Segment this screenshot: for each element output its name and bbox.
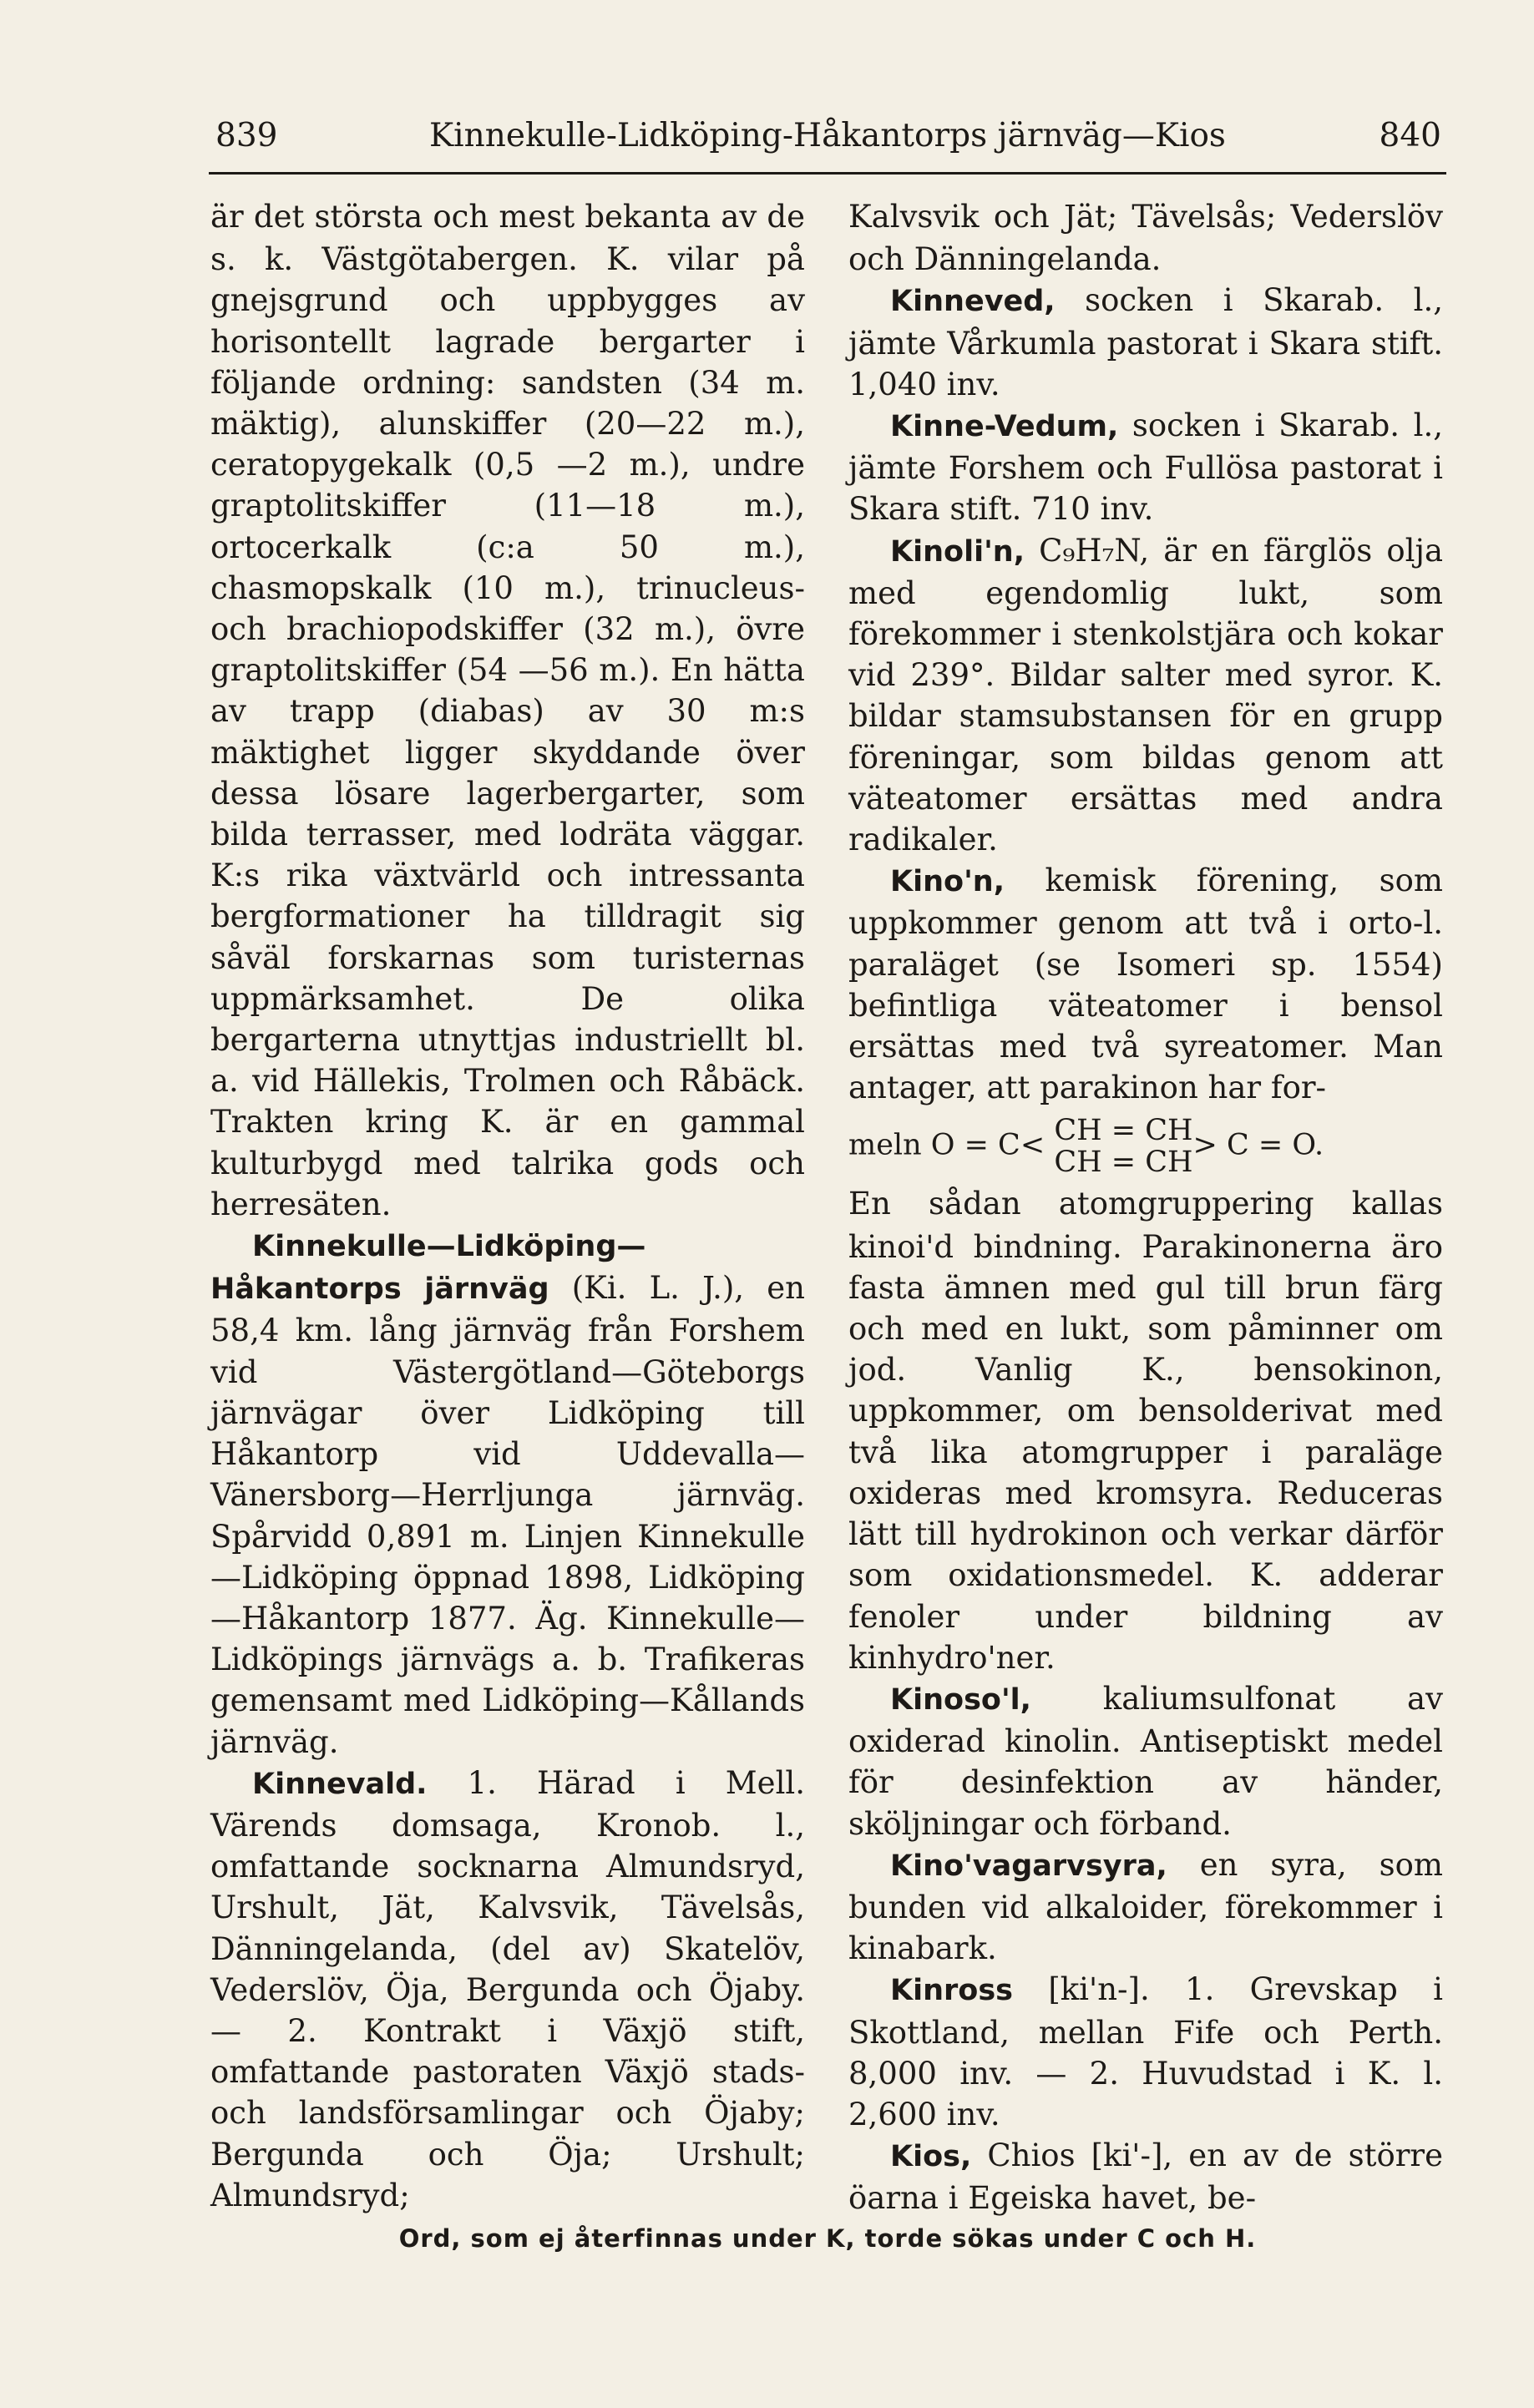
entry [848,1183,1443,1677]
headword: Kinross [890,1974,1014,2008]
entry-text: en syra, som bunden vid alkaloider, förekommer i kinabark. [848,1846,1443,1967]
entry [210,1763,805,2216]
entry-text: kaliumsulfonat av oxiderad kinolin. Antiseptiskt medel för desinfektion av händer, sköljningar och förband. [848,1680,1443,1842]
entry-text: kemisk förening, som uppkommer genom att två i orto-l. paraläget (se Isomeri sp. 1554) befintliga väteatomer i bensol ersättas med två syreatomer. Man antager, att parakinon har for- [848,863,1443,1106]
bond-icon: > [1192,1128,1218,1162]
formula-ring-bottom: CH = CH [1054,1146,1193,1180]
entry-text: (Ki. L. J.), en 58,4 km. lång järnväg från Forshem vid Västergötland—Göteborgs järnvägar över Lidköping till Håkantorp vid Uddevalla—Vänersborg—Herrljunga järnväg. Spårvidd 0,891 m. Linjen Kinnekulle—Lidköping öppnad 1898, Lidköping—Håkantorp 1877. Äg. Kinnekulle—Lidköpings järnvägs a. b. Trafikeras gemensamt med Lidköping—Kållands järnväg. [210,1270,805,1760]
entry [848,1844,1443,1970]
entry-text: är det största och mest bekanta av de s. k. Västgötabergen. K. vilar på gnejsgrund och uppbygges av horisontellt lagrade bergarter i följande ordning: sandsten (34 m. mäktig), alunskiffer (20—22 m.), ceratopygekalk (0,5 —2 m.), undre graptolitskiffer (11—18 m.), ortocerkalk (c:a 50 m.), chasmopskalk (10 m.), trinucleus- och brachiopodskiffer (32 m.), övre graptolitskiffer (54 —56 m.). En hätta av trapp (diabas) av 30 m:s mäktighet ligger skyddande över dessa lösare lagerbergarter, som bilda terrasser, med lodräta väggar. K:s rika växtvärld och intressanta bergformationer ha tilldragit sig såväl forskarnas som turisternas uppmärksamhet. De olika bergarterna utnyttjas industriellt bl. a. vid Hällekis, Trolmen och Råbäck. Trakten kring K. är en gammal kulturbygd med talrika gods och herresäten. [210,199,805,1222]
formula-left: O = C [930,1128,1020,1162]
page-number-right: 840 [1379,117,1441,154]
entry-text: socken i Skarab. l., jämte Forshem och Fullösa pastorat i Skara stift. 710 inv. [848,407,1443,528]
headword: Kinne-Vedum, [890,410,1119,444]
entry [848,280,1443,405]
headword: Kino'n, [890,865,1005,899]
entry [848,405,1443,530]
entry-text: Kalvsvik och Jät; Tävelsås; Vederslöv och Dänningelanda. [848,199,1443,278]
header-rule [209,172,1446,175]
parakinon-formula [848,1115,1443,1178]
headword: Kino'vagarvsyra, [890,1849,1167,1883]
bond-icon: < [1020,1128,1045,1162]
left-column [210,196,805,2216]
formula-ring [1054,1115,1192,1178]
entry-text: En sådan atomgruppering kallas kinoi'd bindning. Parakinonerna äro fasta ämnen med gul till brun färg och med en lukt, som påminner om jod. Vanlig K., bensokinon, uppkommer, om bensolderivat med två lika atomgrupper i paraläge oxideras med kromsyra. Reduceras lätt till hydrokinon och verkar därför som oxidationsmedel. K. adderar fenoler under bildning av kinhydro'ner. [848,1186,1443,1676]
entry [848,530,1443,861]
entry [848,196,1443,280]
entry [848,2135,1443,2218]
headword: Kinnekulle—Lidköping—Håkantorps järnväg [210,1230,646,1307]
running-header [209,107,1446,165]
right-column [848,196,1443,2219]
entry-text: C₉H₇N, är en färglös olja med egendomlig lukt, som förekommer i stenkolstjära och kokar vid 239°. Bildar salter med syror. K. bildar stamsubstansen för en grupp föreningar, som bildas genom att väteatomer ersättas med andra radikaler. [848,532,1443,858]
running-title: Kinnekulle-Lidköping-Håkantorps järnväg—Kios [429,117,1226,154]
entry-text: socken i Skarab. l., jämte Vårkumla pastorat i Skara stift. 1,040 inv. [848,282,1443,402]
headword: Kinneved, [890,285,1056,319]
page-number-left: 839 [215,117,278,154]
entry-text: [ki'n-]. 1. Grevskap i Skottland, mellan Fife och Perth. 8,000 inv. — 2. Huvudstad i K. l. 2,600 inv. [848,1971,1443,2132]
footer-note: Ord, som ej återfinnas under K, torde sökas under C och H. [398,2224,1257,2253]
entry-text: Chios [ki'-], en av de större öarna i Egeiska havet, be- [848,2137,1443,2217]
entry [848,1969,1443,2135]
formula-prefix: meln [848,1128,922,1162]
entry [848,860,1443,1108]
headword: Kinoli'n, [890,534,1025,569]
headword: Kios, [890,2140,972,2174]
headword: Kinnevald. [252,1767,428,1801]
entry [210,1225,805,1763]
entry [848,1678,1443,1844]
entry-text: 1. Härad i Mell. Värends domsaga, Kronob. l., omfattande socknarna Almundsryd, Urshult, Jät, Kalvsvik, Tävelsås, Dänningelanda, (del av) Skatelöv, Vederslöv, Öja, Bergunda och Öjaby. — 2. Kontrakt i Växjö stift, omfattande pastoraten Växjö stads- och landsförsamlingar och Öjaby; Bergunda och Öja; Urshult; Almundsryd; [210,1764,805,2213]
formula-ring-top: CH = CH [1054,1114,1193,1148]
headword: Kinoso'l, [890,1682,1031,1717]
formula-right: C = O. [1226,1128,1324,1162]
entry [210,196,805,1225]
